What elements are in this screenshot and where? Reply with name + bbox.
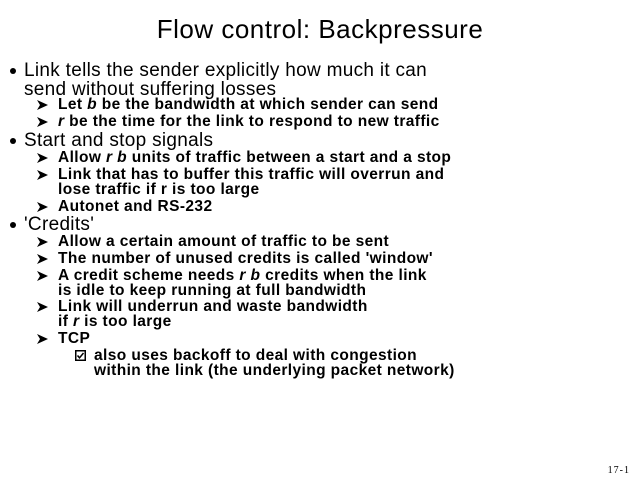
arrowhead-icon (37, 117, 48, 127)
section-3-item-4-line-2: if r is too large (58, 313, 172, 330)
arrowhead-icon (37, 170, 48, 180)
section-3-subitem-line-1: also uses backoff to deal with congestion (94, 347, 418, 364)
section-1-line-1: Link tells the sender explicitly how much it can (24, 60, 428, 81)
bullet-dot (10, 68, 16, 74)
bullet-dot (10, 222, 16, 228)
arrowhead-icon (37, 202, 48, 212)
section-3-item-4-line-1: Link will underrun and waste bandwidth (58, 298, 368, 315)
section-2-item-2-line-1: Link that has to buffer this traffic will overrun and (58, 166, 445, 183)
section-1-item-2: r be the time for the link to respond to new traffic (58, 113, 440, 130)
section-3-item-3-line-1: A credit scheme needs r b credits when the link (58, 267, 427, 284)
section-2-item-1: Allow r b units of traffic between a start and a stop (58, 149, 452, 166)
section-1-line-2: send without suffering losses (24, 79, 277, 100)
section-3-line-1: 'Credits' (24, 214, 95, 235)
section-1-item-1: Let b be the bandwidth at which sender can send (58, 96, 439, 113)
arrowhead-icon (37, 254, 48, 264)
arrowhead-icon (37, 302, 48, 312)
section-2-item-2-line-2: lose traffic if r is too large (58, 181, 260, 198)
section-2-line-1: Start and stop signals (24, 130, 214, 151)
page-number: 17-1 (607, 465, 630, 476)
arrowhead-icon (37, 334, 48, 344)
arrowhead-icon (37, 100, 48, 110)
section-3-subitem-line-2: within the link (the underlying packet network) (94, 362, 455, 379)
slide-title: Flow control: Backpressure (156, 14, 484, 44)
section-3-item-1: Allow a certain amount of traffic to be sent (58, 233, 390, 250)
section-3-item-2: The number of unused credits is called 'window' (58, 250, 433, 267)
section-3-item-5: TCP (58, 330, 91, 347)
section-2-item-3: Autonet and RS-232 (58, 198, 213, 215)
checkbox-icon (75, 350, 86, 361)
arrowhead-icon (37, 237, 48, 247)
bullet-dot (10, 138, 16, 144)
section-3-item-3-line-2: is idle to keep running at full bandwidth (58, 282, 367, 299)
arrowhead-icon (37, 271, 48, 281)
arrowhead-icon (37, 153, 48, 163)
